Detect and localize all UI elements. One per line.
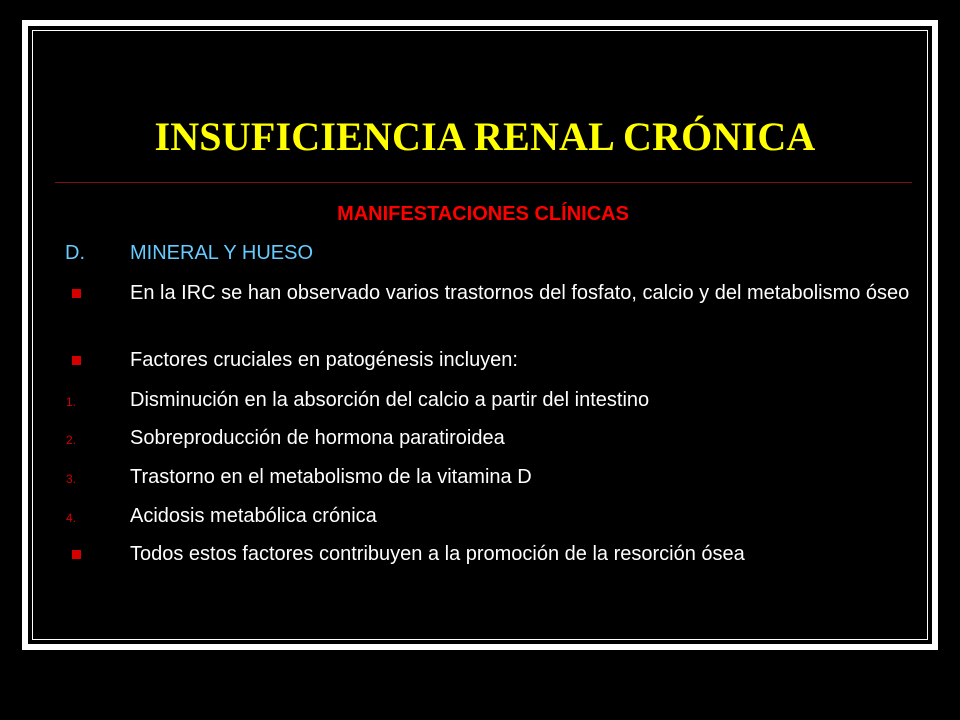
list-item-text: Disminución en la absorción del calcio a partir del intestino: [130, 389, 650, 411]
slide-title: INSUFICIENCIA RENAL CRÓNICA: [154, 114, 816, 159]
list-number: 2.: [66, 433, 77, 447]
list-item-text: Acidosis metabólica crónica: [130, 505, 377, 527]
title-divider: [55, 182, 912, 183]
list-item-text: Trastorno en el metabolismo de la vitamina D: [130, 466, 532, 488]
list-item-text: Sobreproducción de hormona paratiroidea: [130, 427, 505, 449]
section-text: MINERAL Y HUESO: [130, 242, 314, 264]
list-item-text: Todos estos factores contribuyen a la promoción de la resorción ósea: [130, 543, 745, 565]
list-number: 3.: [66, 472, 77, 486]
slide-subtitle: MANIFESTACIONES CLÍNICAS: [337, 203, 629, 225]
section-letter: D.: [65, 242, 85, 264]
square-bullet-icon: [72, 550, 81, 559]
square-bullet-icon: [72, 356, 81, 365]
list-item-text: Factores cruciales en patogénesis incluyen:: [130, 349, 518, 371]
list-number: 1.: [66, 395, 77, 409]
square-bullet-icon: [72, 289, 81, 298]
list-item-text: En la IRC se han observado varios trastornos del fosfato, calcio y del metabolismo óseo: [130, 282, 910, 304]
list-number: 4.: [66, 511, 77, 525]
